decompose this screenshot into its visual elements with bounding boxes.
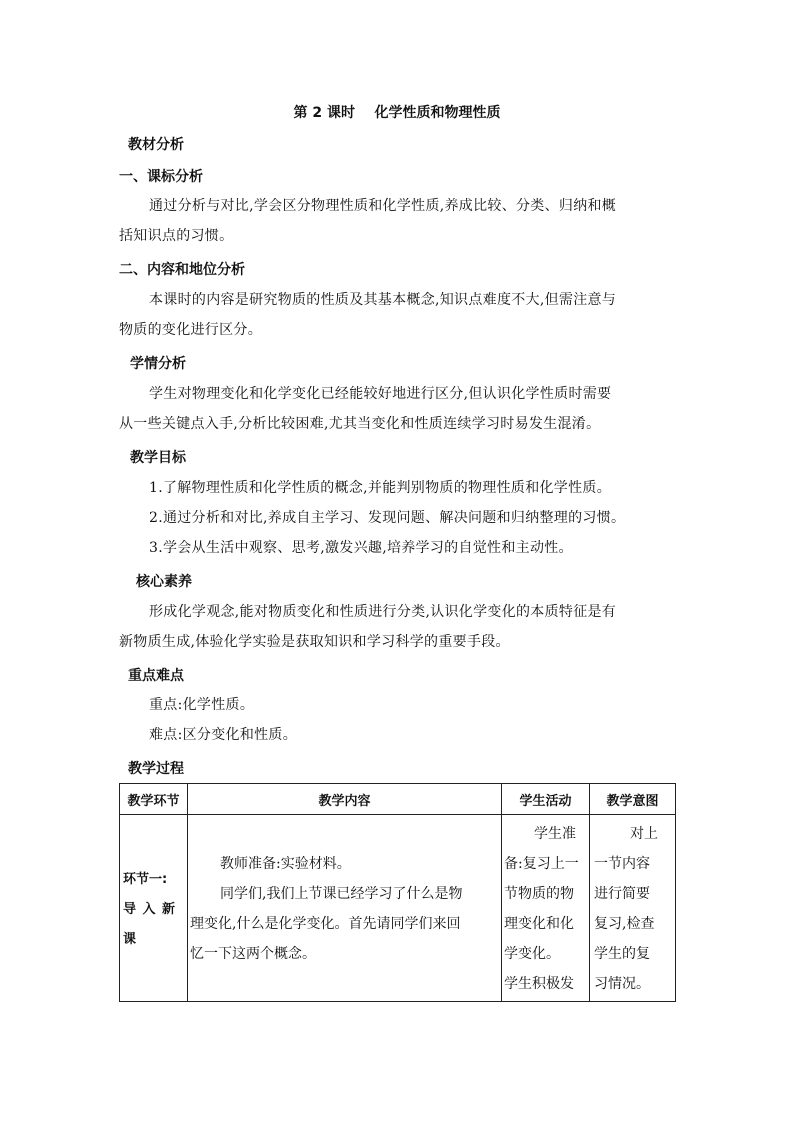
literacy-line-1: 形成化学观念,能对物质变化和性质进行分类,认识化学变化的本质特征是有 xyxy=(149,604,617,620)
content-line: 忆一下这两个概念。 xyxy=(190,946,316,962)
activity-line: 学变化。 xyxy=(504,946,560,962)
header-stage: 教学环节 xyxy=(120,784,188,815)
learner-line-1: 学生对物理变化和化学变化已经能较好地进行区分,但认识化学性质时需要 xyxy=(149,386,612,402)
curriculum-line-2: 括知识点的习惯。 xyxy=(119,228,234,244)
stage-cell xyxy=(120,815,188,1002)
goal-2: 2.通过分析和对比,养成自主学习、发现问题、解决问题和归纳整理的习惯。 xyxy=(149,510,626,526)
header-intent: 教学意图 xyxy=(590,784,676,815)
goal-3: 3.学会从生活中观察、思考,激发兴趣,培养学习的自觉性和主动性。 xyxy=(149,540,573,556)
activity-cell xyxy=(502,815,590,1002)
heading-keypoints: 重点难点 xyxy=(128,668,184,684)
intent-line: 复习,检查 xyxy=(594,916,655,932)
activity-line: 学生准 xyxy=(534,826,576,842)
content-line: 理变化,什么是化学变化。首先请同学们来回 xyxy=(190,916,461,932)
table-header-row xyxy=(120,784,676,815)
header-content: 教学内容 xyxy=(188,784,502,815)
table-row xyxy=(120,815,676,1002)
intent-line: 学生的复 xyxy=(594,946,650,962)
intent-line: 习情况。 xyxy=(594,976,650,992)
heading-curriculum: 一、课标分析 xyxy=(119,169,203,185)
content-line: 教师准备:实验材料。 xyxy=(220,856,351,872)
curriculum-line-1: 通过分析与对比,学会区分物理性质和化学性质,养成比较、分类、归纳和概 xyxy=(149,198,617,214)
goal-1: 1.了解物理性质和化学性质的概念,并能判别物质的物理性质和化学性质。 xyxy=(149,480,612,496)
content-line: 同学们,我们上节课已经学习了什么是物 xyxy=(220,886,463,902)
header-activity: 学生活动 xyxy=(502,784,590,815)
heading-learner: 学情分析 xyxy=(130,356,186,372)
intent-line: 一节内容 xyxy=(594,856,650,872)
stage-line: 课 xyxy=(123,932,137,947)
activity-line: 理变化和化 xyxy=(504,916,574,932)
learner-line-2: 从一些关键点入手,分析比较困难,尤其当变化和性质连续学习时易发生混淆。 xyxy=(119,416,601,432)
stage-line: 导 入 新 xyxy=(123,902,177,917)
key-point: 重点:化学性质。 xyxy=(149,697,255,713)
difficult-point: 难点:区分变化和性质。 xyxy=(149,727,298,743)
heading-goals: 教学目标 xyxy=(130,450,186,466)
activity-line: 学生积极发 xyxy=(504,976,574,992)
page-title: 第 2 课时 化学性质和物理性质 xyxy=(293,105,501,121)
heading-literacy: 核心素养 xyxy=(136,574,192,590)
heading-content: 二、内容和地位分析 xyxy=(119,262,245,278)
intent-line: 对上 xyxy=(630,826,658,842)
intent-line: 进行简要 xyxy=(594,886,650,902)
activity-line: 节物质的物 xyxy=(504,886,574,902)
teaching-process-table xyxy=(119,783,676,1002)
literacy-line-2: 新物质生成,体验化学实验是获取知识和学习科学的重要手段。 xyxy=(119,634,510,650)
heading-material-analysis: 教材分析 xyxy=(128,137,184,153)
heading-process: 教学过程 xyxy=(128,761,184,777)
content-cell xyxy=(188,815,502,1002)
content-line-2: 物质的变化进行区分。 xyxy=(119,322,262,338)
intent-cell xyxy=(590,815,676,1002)
content-line-1: 本课时的内容是研究物质的性质及其基本概念,知识点难度不大,但需注意与 xyxy=(149,292,617,308)
stage-line: 环节一: xyxy=(123,872,168,887)
activity-line: 备:复习上一 xyxy=(504,856,579,872)
